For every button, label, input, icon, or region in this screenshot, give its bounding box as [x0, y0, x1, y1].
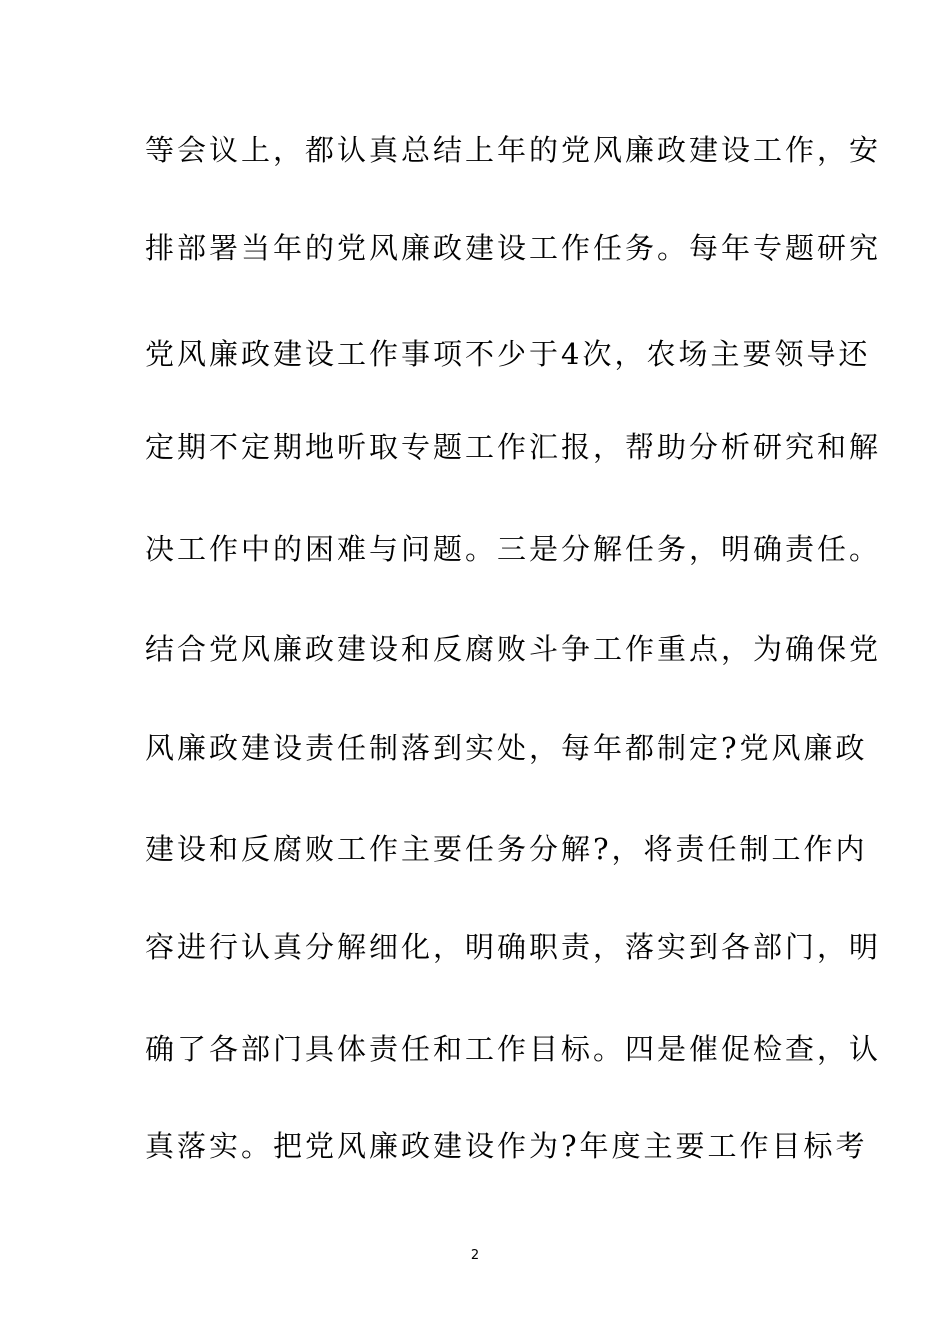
text-line: 定期不定期地听取专题工作汇报，帮助分析研究和解 [145, 430, 882, 464]
text-line: 真落实。把党风廉政建设作为?年度主要工作目标考 [145, 1129, 868, 1163]
page-number: 2 [470, 1248, 480, 1263]
text-line: 结合党风廉政建设和反腐败斗争工作重点，为确保党 [145, 632, 882, 666]
text-line: 风廉政建设责任制落到实处，每年都制定?党风廉政 [145, 731, 868, 765]
text-line: 决工作中的困难与问题。三是分解任务，明确责任。 [145, 532, 882, 566]
text-line: 等会议上，都认真总结上年的党风廉政建设工作，安 [145, 133, 882, 167]
text-line: 党风廉政建设工作事项不少于4次，农场主要领导还 [145, 337, 871, 371]
text-line: 建设和反腐败工作主要任务分解?，将责任制工作内 [145, 832, 868, 866]
text-line: 排部署当年的党风廉政建设工作任务。每年专题研究 [145, 231, 882, 265]
text-line: 容进行认真分解细化，明确职责，落实到各部门，明 [145, 930, 882, 964]
text-line: 确了各部门具体责任和工作目标。四是催促检查，认 [145, 1032, 882, 1066]
